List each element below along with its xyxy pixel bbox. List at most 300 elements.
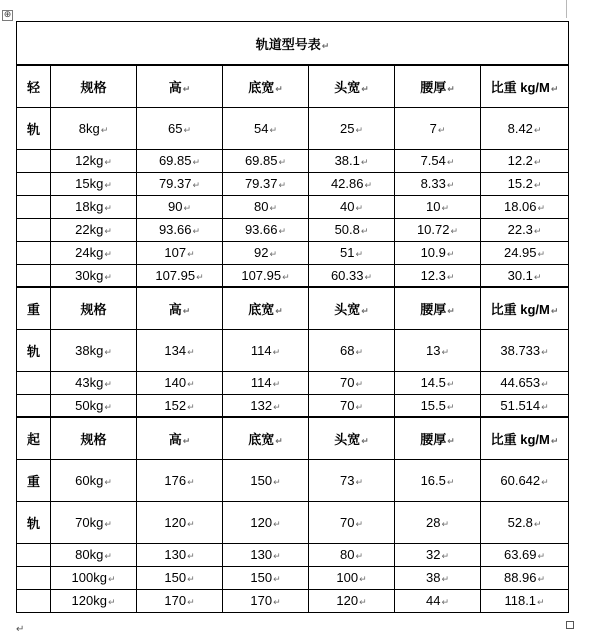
paragraph-mark: ↵ xyxy=(192,227,201,237)
cell-head-width-text: 100 xyxy=(336,570,359,585)
cell-unit-weight[interactable] xyxy=(481,172,569,195)
cell-spec[interactable] xyxy=(51,218,137,241)
paragraph-mark: ↵ xyxy=(446,158,455,168)
cell-head-width-text: 68 xyxy=(339,342,355,358)
cell-head-width-text: 60.33 xyxy=(330,267,364,283)
cell-height[interactable] xyxy=(137,241,223,264)
cell-unit-weight[interactable] xyxy=(481,459,569,501)
cell-spec[interactable] xyxy=(51,371,137,394)
cell-web-thickness[interactable] xyxy=(395,543,481,566)
cell-height-text: 90 xyxy=(167,199,183,214)
cell-height-text: 93.66 xyxy=(158,222,192,237)
paragraph-mark: ↵ xyxy=(187,598,195,608)
cell-web-thickness-text: 10.72 xyxy=(416,222,450,237)
paragraph-mark: ↵ xyxy=(446,380,455,390)
cell-head-width[interactable] xyxy=(309,459,395,501)
cell-spec-text: 43kg xyxy=(75,375,104,390)
paragraph-mark: ↵ xyxy=(104,227,112,237)
section-side-label-cell[interactable] xyxy=(17,543,51,566)
cell-unit-weight[interactable] xyxy=(481,241,569,264)
cell-spec[interactable] xyxy=(51,264,137,287)
cell-web-thickness-text: 32 xyxy=(425,547,441,562)
cell-height-text: 176 xyxy=(164,472,187,488)
table-title-cell[interactable] xyxy=(17,22,569,66)
cell-spec[interactable] xyxy=(51,566,137,589)
cell-head-width[interactable] xyxy=(309,566,395,589)
paragraph-mark: ↵ xyxy=(355,250,363,260)
cell-web-thickness[interactable] xyxy=(395,218,481,241)
paragraph-mark: ↵ xyxy=(355,519,363,530)
column-header-height-text: 高 xyxy=(168,301,182,317)
column-header-spec-text: 规格 xyxy=(80,79,107,95)
column-header-head-width-text: 头宽 xyxy=(334,301,361,317)
paragraph-mark: ↵ xyxy=(104,158,112,168)
cell-spec[interactable] xyxy=(51,107,137,149)
cell-height-text: 130 xyxy=(164,547,187,562)
cell-head-width-text: 70 xyxy=(339,397,355,413)
cell-unit-weight-text: 52.8 xyxy=(507,514,533,530)
cell-head-width-text: 70 xyxy=(339,375,355,390)
section-side-label-cell[interactable] xyxy=(17,394,51,417)
cell-head-width[interactable] xyxy=(309,241,395,264)
cell-height[interactable] xyxy=(137,566,223,589)
cell-spec[interactable] xyxy=(51,195,137,218)
paragraph-mark: ↵ xyxy=(447,84,455,95)
cell-base-width[interactable] xyxy=(223,394,309,417)
paragraph-mark: ↵ xyxy=(192,181,201,191)
cell-base-width[interactable] xyxy=(223,107,309,149)
cell-web-thickness[interactable] xyxy=(395,589,481,612)
cell-web-thickness-text: 10 xyxy=(425,199,441,214)
paragraph-mark: ↵ xyxy=(355,380,363,390)
column-header-unit-weight-text: 比重 kg/M xyxy=(490,301,550,317)
cell-base-width[interactable] xyxy=(223,329,309,371)
paragraph-mark: ↵ xyxy=(321,41,330,52)
paragraph-mark: ↵ xyxy=(355,402,363,413)
section-side-label-cell[interactable] xyxy=(17,287,51,329)
column-header-unit-weight[interactable] xyxy=(481,65,569,107)
cell-head-width[interactable] xyxy=(309,149,395,172)
cell-spec[interactable] xyxy=(51,543,137,566)
paragraph-mark: ↵ xyxy=(550,306,559,317)
cell-head-width[interactable] xyxy=(309,371,395,394)
cell-head-width-text: 120 xyxy=(336,593,359,608)
cell-base-width-text: 93.66 xyxy=(244,222,278,237)
cell-base-width-text: 130 xyxy=(250,547,273,562)
paragraph-mark: ↵ xyxy=(269,125,277,136)
cell-spec[interactable] xyxy=(51,589,137,612)
paragraph-mark: ↵ xyxy=(533,519,542,530)
cell-web-thickness[interactable] xyxy=(395,394,481,417)
section-header-row xyxy=(17,417,569,459)
paragraph-mark: ↵ xyxy=(441,552,449,562)
paragraph-mark: ↵ xyxy=(187,477,195,488)
cell-unit-weight[interactable] xyxy=(481,264,569,287)
cell-head-width[interactable] xyxy=(309,589,395,612)
cell-height[interactable] xyxy=(137,589,223,612)
section-side-label: 轨 xyxy=(26,515,40,531)
cell-height-text: 107.95 xyxy=(155,267,196,283)
cell-unit-weight-text: 60.642 xyxy=(500,472,541,488)
paragraph-mark: ↵ xyxy=(187,552,195,562)
paragraph-mark: ↵ xyxy=(104,552,112,562)
cell-spec[interactable] xyxy=(51,501,137,543)
title-row xyxy=(17,22,569,66)
cell-base-width[interactable] xyxy=(223,589,309,612)
rail-spec-table xyxy=(16,21,569,613)
section-side-label-cell[interactable] xyxy=(17,107,51,149)
cell-unit-weight[interactable] xyxy=(481,371,569,394)
table-row xyxy=(17,566,569,589)
column-header-unit-weight-text: 比重 kg/M xyxy=(490,79,550,95)
paragraph-mark: ↵ xyxy=(446,477,455,488)
paragraph-mark: ↵ xyxy=(104,250,112,260)
cell-web-thickness[interactable] xyxy=(395,241,481,264)
cell-head-width[interactable] xyxy=(309,172,395,195)
cell-web-thickness-text: 7 xyxy=(429,120,437,136)
cell-spec-text: 24kg xyxy=(75,245,104,260)
cell-spec-text: 80kg xyxy=(75,547,104,562)
cell-base-width-text: 150 xyxy=(250,570,273,585)
cell-spec[interactable] xyxy=(51,241,137,264)
paragraph-mark: ↵ xyxy=(541,347,549,358)
paragraph-mark: ↵ xyxy=(441,598,449,608)
cell-height-text: 107 xyxy=(164,245,187,260)
cell-unit-weight[interactable] xyxy=(481,566,569,589)
paragraph-mark: ↵ xyxy=(275,84,283,95)
cell-web-thickness[interactable] xyxy=(395,459,481,501)
cell-base-width-text: 132 xyxy=(250,397,273,413)
section-side-label: 重 xyxy=(26,473,40,489)
paragraph-mark: ↵ xyxy=(104,181,112,191)
cell-web-thickness-text: 28 xyxy=(425,514,441,530)
cell-unit-weight[interactable] xyxy=(481,107,569,149)
cell-height[interactable] xyxy=(137,459,223,501)
paragraph-mark: ↵ xyxy=(272,347,281,358)
cell-base-width-text: 69.85 xyxy=(244,153,278,168)
paragraph-mark: ↵ xyxy=(364,272,373,283)
cell-height[interactable] xyxy=(137,394,223,417)
column-header-base-width[interactable] xyxy=(223,65,309,107)
paragraph-mark: ↵ xyxy=(446,272,455,283)
column-header-unit-weight[interactable] xyxy=(481,417,569,459)
paragraph-mark: ↵ xyxy=(541,477,549,488)
paragraph-mark: ↵ xyxy=(441,347,449,358)
cell-head-width-text: 80 xyxy=(339,547,355,562)
column-header-web-thickness[interactable] xyxy=(395,287,481,329)
cell-height[interactable] xyxy=(137,329,223,371)
cell-head-width[interactable] xyxy=(309,195,395,218)
cell-web-thickness[interactable] xyxy=(395,371,481,394)
cell-unit-weight-text: 63.69 xyxy=(503,547,537,562)
cell-unit-weight-text: 44.653 xyxy=(500,375,541,390)
cell-height[interactable] xyxy=(137,218,223,241)
cell-head-width[interactable] xyxy=(309,107,395,149)
column-header-height-text: 高 xyxy=(168,431,182,447)
paragraph-mark: ↵ xyxy=(533,181,542,191)
cell-spec[interactable] xyxy=(51,394,137,417)
table-row xyxy=(17,218,569,241)
paragraph-mark: ↵ xyxy=(355,347,363,358)
table-resize-handle[interactable] xyxy=(566,621,574,629)
column-header-web-thickness[interactable] xyxy=(395,65,481,107)
cell-unit-weight-text: 24.95 xyxy=(503,245,537,260)
cell-web-thickness-text: 12.3 xyxy=(420,267,446,283)
cell-unit-weight-text: 38.733 xyxy=(500,342,541,358)
column-header-web-thickness-text: 腰厚 xyxy=(420,301,447,317)
cell-base-width[interactable] xyxy=(223,218,309,241)
cell-head-width[interactable] xyxy=(309,218,395,241)
cell-base-width[interactable] xyxy=(223,149,309,172)
table-row xyxy=(17,394,569,417)
paragraph-mark: ↵ xyxy=(269,204,277,214)
paragraph-mark: ↵ xyxy=(187,250,195,260)
cell-web-thickness[interactable] xyxy=(395,501,481,543)
cell-unit-weight[interactable] xyxy=(481,501,569,543)
cell-base-width-text: 54 xyxy=(253,120,269,136)
cell-head-width[interactable] xyxy=(309,501,395,543)
cell-base-width[interactable] xyxy=(223,241,309,264)
paragraph-mark: ↵ xyxy=(196,272,204,283)
column-header-base-width-text: 底宽 xyxy=(248,79,275,95)
cell-base-width[interactable] xyxy=(223,566,309,589)
column-header-base-width[interactable] xyxy=(223,417,309,459)
column-header-web-thickness-text: 腰厚 xyxy=(420,79,447,95)
cell-web-thickness[interactable] xyxy=(395,195,481,218)
cell-height-text: 170 xyxy=(164,593,187,608)
paragraph-mark: ↵ xyxy=(364,181,373,191)
cell-base-width[interactable] xyxy=(223,371,309,394)
paragraph-mark: ↵ xyxy=(192,158,201,168)
table-row xyxy=(17,501,569,543)
cell-unit-weight-text: 51.514 xyxy=(500,397,541,413)
cell-unit-weight[interactable] xyxy=(481,394,569,417)
cell-height[interactable] xyxy=(137,107,223,149)
cell-head-width[interactable] xyxy=(309,329,395,371)
cell-unit-weight-text: 118.1 xyxy=(504,593,537,608)
paragraph-mark: ↵ xyxy=(104,204,112,214)
cell-base-width-text: 79.37 xyxy=(244,176,278,191)
column-header-unit-weight-text: 比重 kg/M xyxy=(490,431,550,447)
cell-head-width-text: 70 xyxy=(339,514,355,530)
paragraph-mark: ↵ xyxy=(533,125,542,136)
cell-unit-weight[interactable] xyxy=(481,218,569,241)
table-row xyxy=(17,149,569,172)
paragraph-mark: ↵ xyxy=(359,575,367,585)
cell-web-thickness[interactable] xyxy=(395,172,481,195)
section-side-label-cell[interactable] xyxy=(17,566,51,589)
cell-unit-weight[interactable] xyxy=(481,589,569,612)
cell-unit-weight[interactable] xyxy=(481,149,569,172)
cell-height-text: 69.85 xyxy=(158,153,192,168)
paragraph-mark: ↵ xyxy=(361,306,369,317)
cell-height[interactable] xyxy=(137,195,223,218)
column-header-unit-weight[interactable] xyxy=(481,287,569,329)
cell-web-thickness[interactable] xyxy=(395,329,481,371)
cell-head-width[interactable] xyxy=(309,264,395,287)
section-side-label-cell[interactable] xyxy=(17,459,51,501)
paragraph-mark: ↵ xyxy=(273,552,281,562)
column-header-head-width[interactable] xyxy=(309,417,395,459)
cell-spec-text: 38kg xyxy=(75,342,104,358)
paragraph-mark: ↵ xyxy=(361,436,369,447)
column-header-head-width-text: 头宽 xyxy=(334,79,361,95)
cell-spec[interactable] xyxy=(51,172,137,195)
cell-base-width[interactable] xyxy=(223,543,309,566)
paragraph-mark: ↵ xyxy=(104,477,112,488)
cell-web-thickness[interactable] xyxy=(395,149,481,172)
cell-web-thickness-text: 10.9 xyxy=(420,245,446,260)
cell-unit-weight-text: 15.2 xyxy=(507,176,533,191)
cell-head-width[interactable] xyxy=(309,394,395,417)
section-header-row xyxy=(17,65,569,107)
paragraph-mark: ↵ xyxy=(533,272,542,283)
cell-web-thickness-text: 7.54 xyxy=(420,153,446,168)
column-header-base-width[interactable] xyxy=(223,287,309,329)
cell-height[interactable] xyxy=(137,149,223,172)
cell-height-text: 150 xyxy=(164,570,187,585)
paragraph-mark: ↵ xyxy=(107,598,116,608)
table-row xyxy=(17,459,569,501)
column-header-spec[interactable] xyxy=(51,417,137,459)
table-title: 轨道型号表 xyxy=(255,36,321,52)
cell-web-thickness-text: 44 xyxy=(425,593,441,608)
paragraph-mark: ↵ xyxy=(187,519,195,530)
paragraph-mark: ↵ xyxy=(275,436,283,447)
paragraph-mark: ↵ xyxy=(282,272,290,283)
paragraph-mark: ↵ xyxy=(100,125,109,136)
cell-base-width[interactable] xyxy=(223,459,309,501)
cell-height-text: 120 xyxy=(164,514,187,530)
cell-height-text: 65 xyxy=(167,120,183,136)
table-row xyxy=(17,172,569,195)
paragraph-mark: ↵ xyxy=(183,125,191,136)
paragraph-mark: ↵ xyxy=(541,380,549,390)
cell-web-thickness[interactable] xyxy=(395,107,481,149)
cell-unit-weight[interactable] xyxy=(481,195,569,218)
column-header-spec[interactable] xyxy=(51,287,137,329)
cell-height[interactable] xyxy=(137,501,223,543)
paragraph-mark: ↵ xyxy=(104,272,112,283)
table-row xyxy=(17,107,569,149)
paragraph-mark: ↵ xyxy=(550,84,559,95)
paragraph-mark: ↵ xyxy=(537,575,546,585)
column-header-height[interactable] xyxy=(137,417,223,459)
cell-base-width[interactable] xyxy=(223,264,309,287)
cell-unit-weight-text: 12.2 xyxy=(507,153,533,168)
section-side-label-cell[interactable] xyxy=(17,218,51,241)
column-header-web-thickness[interactable] xyxy=(395,417,481,459)
cell-head-width-text: 38.1 xyxy=(334,153,360,168)
table-move-handle-icon[interactable]: ⊕ xyxy=(3,10,12,20)
table-row xyxy=(17,329,569,371)
cell-spec-text: 100kg xyxy=(71,570,107,585)
cell-spec[interactable] xyxy=(51,459,137,501)
cell-head-width-text: 50.8 xyxy=(334,222,360,237)
cell-web-thickness-text: 15.5 xyxy=(420,397,446,413)
cell-height[interactable] xyxy=(137,543,223,566)
table-row xyxy=(17,589,569,612)
column-header-spec[interactable] xyxy=(51,65,137,107)
column-header-height[interactable] xyxy=(137,287,223,329)
table-row xyxy=(17,371,569,394)
cell-spec-text: 22kg xyxy=(75,222,104,237)
section-side-label-cell[interactable] xyxy=(17,264,51,287)
paragraph-mark: ↵ xyxy=(187,575,195,585)
paragraph-mark: ↵ xyxy=(355,552,363,562)
cell-height[interactable] xyxy=(137,371,223,394)
paragraph-mark: ↵ xyxy=(187,347,195,358)
cell-base-width[interactable] xyxy=(223,172,309,195)
paragraph-mark: ↵ xyxy=(437,125,446,136)
paragraph-mark: ↵ xyxy=(537,552,546,562)
section-side-label-cell[interactable] xyxy=(17,371,51,394)
section-side-label-cell[interactable] xyxy=(17,172,51,195)
paragraph-mark: ↵ xyxy=(104,402,112,413)
cell-web-thickness[interactable] xyxy=(395,566,481,589)
cell-base-width[interactable] xyxy=(223,195,309,218)
section-side-label-cell[interactable] xyxy=(17,329,51,371)
cell-unit-weight-text: 30.1 xyxy=(507,267,533,283)
section-side-label-cell[interactable] xyxy=(17,501,51,543)
table-row xyxy=(17,543,569,566)
cell-base-width-text: 120 xyxy=(250,514,273,530)
cell-height[interactable] xyxy=(137,172,223,195)
cell-spec-text: 15kg xyxy=(75,176,104,191)
cell-spec-text: 50kg xyxy=(75,397,104,413)
cell-spec[interactable] xyxy=(51,329,137,371)
paragraph-mark: ↵ xyxy=(550,436,559,447)
cell-height-text: 79.37 xyxy=(158,176,192,191)
section-side-label-cell[interactable] xyxy=(17,589,51,612)
cell-spec-text: 18kg xyxy=(75,199,104,214)
cell-unit-weight[interactable] xyxy=(481,543,569,566)
cell-head-width-text: 25 xyxy=(339,120,355,136)
column-header-head-width-text: 头宽 xyxy=(334,431,361,447)
paragraph-mark: ↵ xyxy=(446,250,455,260)
paragraph-mark: ↵ xyxy=(355,204,363,214)
cell-spec[interactable] xyxy=(51,149,137,172)
section-side-label-cell[interactable] xyxy=(17,417,51,459)
cell-head-width[interactable] xyxy=(309,543,395,566)
section-side-label-cell[interactable] xyxy=(17,149,51,172)
column-header-head-width[interactable] xyxy=(309,287,395,329)
column-header-head-width[interactable] xyxy=(309,65,395,107)
paragraph-mark: ↵ xyxy=(107,575,116,585)
section-side-label-cell[interactable] xyxy=(17,195,51,218)
cell-spec-text: 120kg xyxy=(71,593,107,608)
cell-web-thickness[interactable] xyxy=(395,264,481,287)
section-side-label-cell[interactable] xyxy=(17,241,51,264)
cell-unit-weight[interactable] xyxy=(481,329,569,371)
table-row xyxy=(17,195,569,218)
section-side-label: 重 xyxy=(26,301,40,317)
column-header-height[interactable] xyxy=(137,65,223,107)
paragraph-mark: ↵ xyxy=(104,347,112,358)
cell-spec-text: 8kg xyxy=(78,120,100,136)
section-side-label-cell[interactable] xyxy=(17,65,51,107)
section-side-label: 轨 xyxy=(26,343,40,359)
cell-base-width-text: 114 xyxy=(250,375,272,390)
cell-base-width[interactable] xyxy=(223,501,309,543)
cell-height[interactable] xyxy=(137,264,223,287)
cell-web-thickness-text: 14.5 xyxy=(420,375,446,390)
cell-web-thickness-text: 8.33 xyxy=(420,176,446,191)
paragraph-mark: ↵ xyxy=(104,380,112,390)
section-side-label: 轻 xyxy=(26,79,40,95)
table-row xyxy=(17,241,569,264)
paragraph-mark: ↵ xyxy=(275,306,283,317)
